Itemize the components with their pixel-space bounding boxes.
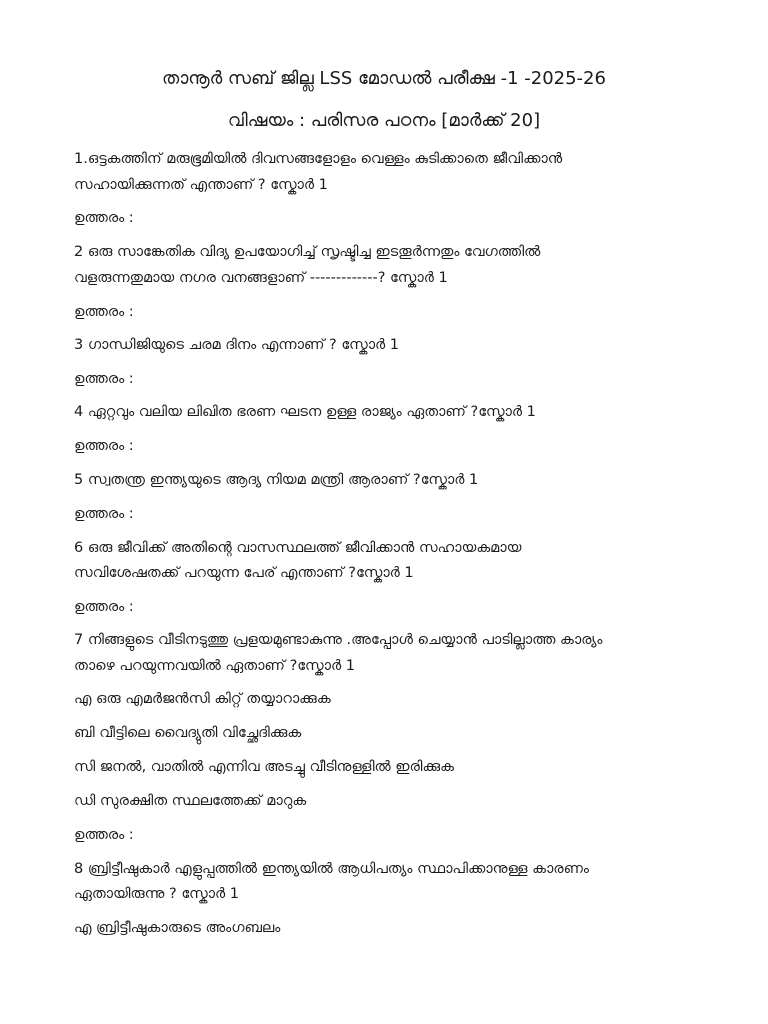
- answer-label-6: ഉത്തരം :: [74, 599, 134, 615]
- question-7-line-2: താഴെ പറയുന്നവയിൽ ഏതാണ് ?സ്കോർ 1: [74, 658, 355, 674]
- question-7-option-a: എ ഒരു എമർജൻസി കിറ്റ് തയ്യാറാക്കുക: [74, 691, 331, 707]
- answer-label-5: ഉത്തരം :: [74, 506, 134, 522]
- answer-label-2: ഉത്തരം :: [74, 304, 134, 320]
- answer-label-3: ഉത്തരം :: [74, 371, 134, 387]
- question-2-line-1: 2 ഒരു സാങ്കേതിക വിദ്യ ഉപയോഗിച്ച് സൃഷ്ടിച്ച ഇടതൂർന്നതും വേഗത്തിൽ: [74, 244, 541, 260]
- question-4-line-1: 4 ഏറ്റവും വലിയ ലിഖിത ഭരണ ഘടന ഉള്ള രാജ്യം ഏതാണ് ?സ്കോർ 1: [74, 404, 536, 420]
- answer-label-1: ഉത്തരം :: [74, 210, 134, 226]
- document-title: താനൂർ സബ് ജില്ല LSS മോഡൽ പരീക്ഷ -1 -2025-26: [162, 68, 606, 89]
- question-7-option-d: ഡി സുരക്ഷിത സ്ഥലത്തേക്ക് മാറുക: [74, 793, 307, 809]
- question-7-option-c: സി ജനൽ, വാതിൽ എന്നിവ അടച്ചു വീടിനുള്ളിൽ ഇരിക്കുക: [74, 759, 454, 775]
- answer-label-4: ഉത്തരം :: [74, 438, 134, 454]
- answer-label-7: ഉത്തരം :: [74, 827, 134, 843]
- question-6-line-2: സവിശേഷതക്ക് പറയുന്ന പേര് എന്താണ് ?സ്കോർ 1: [74, 565, 414, 581]
- document-subtitle: വിഷയം : പരിസര പഠനം [മാർക്ക് 20]: [227, 110, 541, 131]
- question-5-line-1: 5 സ്വതന്ത്ര ഇന്ത്യയുടെ ആദ്യ നിയമ മന്ത്രി ആരാണ് ?സ്കോർ 1: [74, 472, 479, 488]
- question-7-option-b: ബി വീട്ടിലെ വൈദ്യുതി വിച്ഛേദിക്കുക: [74, 725, 302, 741]
- question-6-line-1: 6 ഒരു ജീവിക്ക് അതിന്റെ വാസസ്ഥലത്ത് ജീവിക്കാൻ സഹായകമായ: [74, 540, 522, 556]
- question-2-line-2: വളരുന്നതുമായ നഗര വനങ്ങളാണ് -------------? സ്കോർ 1: [74, 270, 448, 286]
- question-1-line-2: സഹായിക്കുന്നത് എന്താണ് ? സ്കോർ 1: [74, 177, 328, 193]
- question-8-option-a: എ ബ്രിട്ടീഷുകാരുടെ അംഗബലം: [74, 920, 281, 936]
- question-8-line-1: 8 ബ്രിട്ടീഷുകാർ എളുപ്പത്തിൽ ഇന്ത്യയിൽ ആധിപത്യം സ്ഥാപിക്കാനുള്ള കാരണം: [74, 861, 589, 877]
- question-7-line-1: 7 നിങ്ങളുടെ വീടിനടുത്തു പ്രളയമുണ്ടാകുന്നു .അപ്പോൾ ചെയ്യാൻ പാടില്ലാത്ത കാര്യം: [74, 632, 603, 648]
- question-3-line-1: 3 ഗാന്ധിജിയുടെ ചരമ ദിനം എന്നാണ് ? സ്കോർ 1: [74, 337, 400, 353]
- question-8-line-2: ഏതായിരുന്നു ? സ്കോർ 1: [74, 886, 239, 902]
- question-1-line-1: 1.ഒട്ടകത്തിന് മരുഭൂമിയിൽ ദിവസങ്ങളോളം വെള്ളം കുടിക്കാതെ ജീവിക്കാൻ: [74, 151, 563, 167]
